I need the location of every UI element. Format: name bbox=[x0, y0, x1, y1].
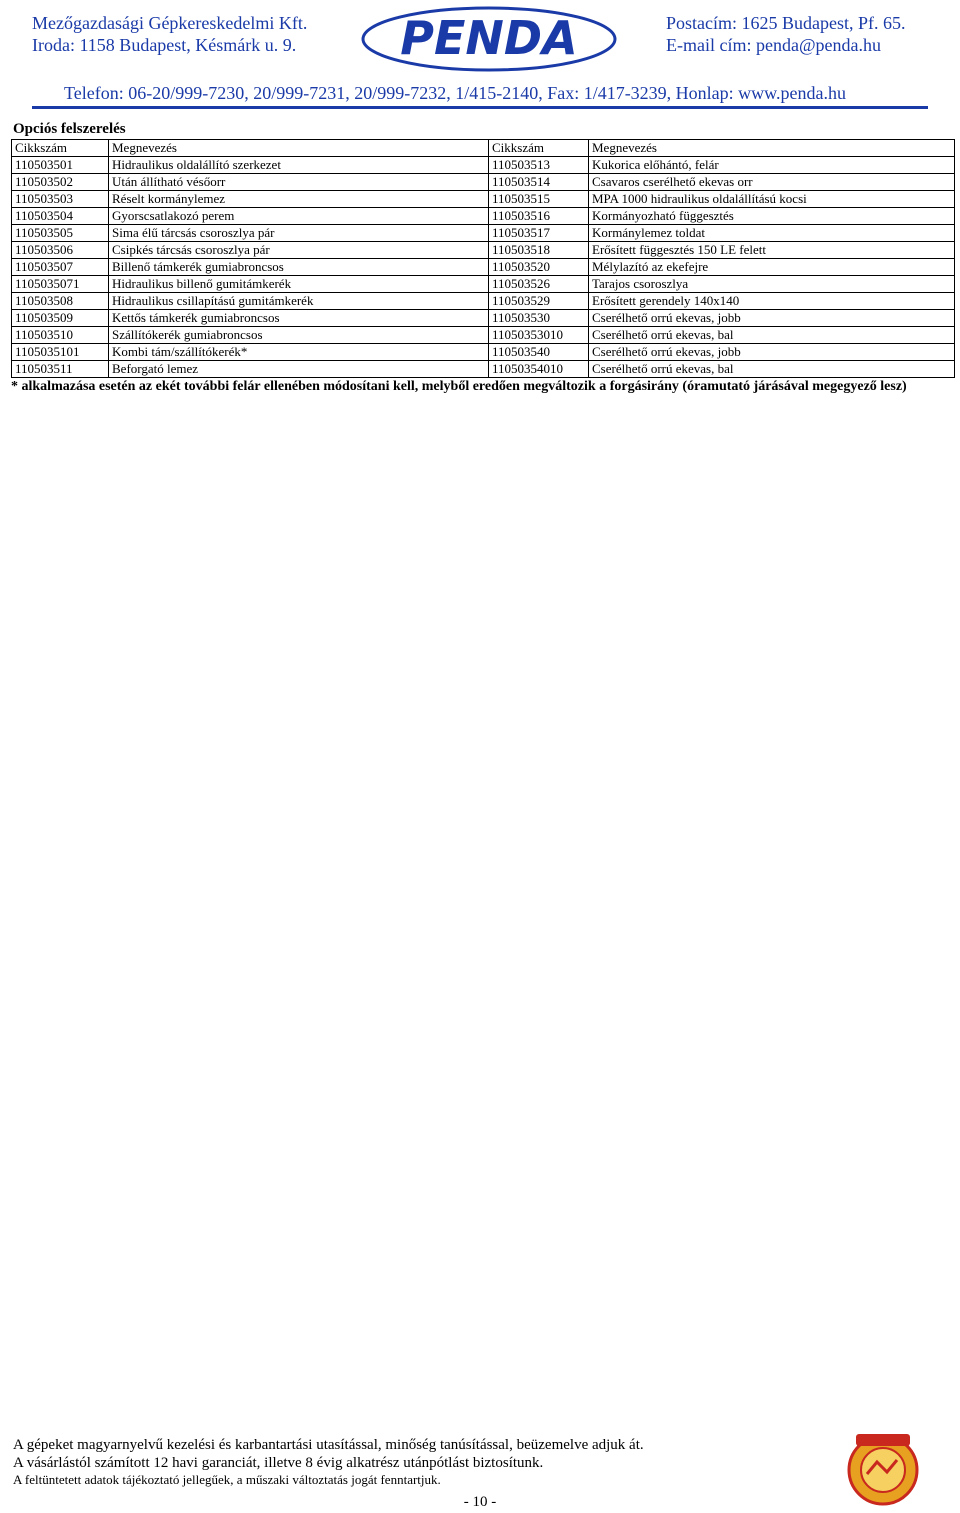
item-name-cell: Kombi tám/szállítókerék* bbox=[109, 344, 489, 361]
table-row bbox=[12, 259, 955, 276]
item-number-cell: 110503526 bbox=[489, 276, 589, 293]
item-number-cell: 110503517 bbox=[489, 225, 589, 242]
penda-logo bbox=[360, 4, 618, 74]
company-name: Mezőgazdasági Gépkereskedelmi Kft. bbox=[32, 13, 308, 33]
item-number-cell: 110503505 bbox=[12, 225, 109, 242]
item-name-cell: Kettős támkerék gumiabroncsos bbox=[109, 310, 489, 327]
page-number: - 10 - bbox=[463, 1494, 497, 1510]
header-cell: Megnevezés bbox=[109, 140, 489, 157]
table-row bbox=[12, 225, 955, 242]
postal-address: Postacím: 1625 Budapest, Pf. 65. bbox=[666, 13, 906, 33]
item-number-cell: 110503501 bbox=[12, 157, 109, 174]
item-number-cell: 110503507 bbox=[12, 259, 109, 276]
item-number-cell: 110503502 bbox=[12, 174, 109, 191]
item-name-cell: Kormánylemez toldat bbox=[589, 225, 955, 242]
item-number-cell: 110503515 bbox=[489, 191, 589, 208]
item-name-cell: Csavaros cserélhető ekevas orr bbox=[589, 174, 955, 191]
footer-line-1: A gépeket magyarnyelvű kezelési és karbantartási utasítással, minőség tanúsítással, beüzemelve adjuk át. bbox=[13, 1437, 644, 1453]
header-left bbox=[32, 12, 307, 56]
contact-line: Telefon: 06-20/999-7230, 20/999-7231, 20/999-7232, 1/415-2140, Fax: 1/417-3239, Honlap: www.penda.hu bbox=[64, 83, 846, 103]
table-row bbox=[12, 310, 955, 327]
item-number-cell: 110503518 bbox=[489, 242, 589, 259]
item-name-cell: Szállítókerék gumiabroncsos bbox=[109, 327, 489, 344]
item-number-cell: 110503516 bbox=[489, 208, 589, 225]
item-number-cell: 110503529 bbox=[489, 293, 589, 310]
table-row bbox=[12, 276, 955, 293]
item-name-cell: Hidraulikus oldalállító szerkezet bbox=[109, 157, 489, 174]
item-name-cell: Billenő támkerék gumiabroncsos bbox=[109, 259, 489, 276]
item-name-cell: Cserélhető orrú ekevas, jobb bbox=[589, 310, 955, 327]
item-number-cell: 11050353010 bbox=[489, 327, 589, 344]
footer bbox=[13, 1436, 833, 1488]
header-right bbox=[666, 12, 906, 56]
table-row bbox=[12, 157, 955, 174]
table-header-row bbox=[12, 140, 955, 157]
item-number-cell: 1105035071 bbox=[12, 276, 109, 293]
item-name-cell: Sima élű tárcsás csoroszlya pár bbox=[109, 225, 489, 242]
header-cell: Cikkszám bbox=[489, 140, 589, 157]
item-number-cell: 110503510 bbox=[12, 327, 109, 344]
item-name-cell: Cserélhető orrú ekevas, bal bbox=[589, 361, 955, 378]
item-number-cell: 110503514 bbox=[489, 174, 589, 191]
item-name-cell: Után állítható vésőorr bbox=[109, 174, 489, 191]
item-number-cell: 1105035101 bbox=[12, 344, 109, 361]
item-number-cell: 110503540 bbox=[489, 344, 589, 361]
item-number-cell: 110503509 bbox=[12, 310, 109, 327]
table-row bbox=[12, 242, 955, 259]
logo-text: PENDA bbox=[400, 11, 578, 65]
section-title: Opciós felszerelés bbox=[13, 121, 126, 137]
item-number-cell: 110503530 bbox=[489, 310, 589, 327]
item-name-cell: Csipkés tárcsás csoroszlya pár bbox=[109, 242, 489, 259]
item-name-cell: Hidraulikus csillapítású gumitámkerék bbox=[109, 293, 489, 310]
item-name-cell: Cserélhető orrú ekevas, jobb bbox=[589, 344, 955, 361]
table-row bbox=[12, 191, 955, 208]
item-number-cell: 110503520 bbox=[489, 259, 589, 276]
item-name-cell: Réselt kormánylemez bbox=[109, 191, 489, 208]
penda-logo-graphic bbox=[360, 4, 618, 74]
email-address: E-mail cím: penda@penda.hu bbox=[666, 35, 882, 55]
header-divider bbox=[32, 106, 928, 109]
item-number-cell: 110503504 bbox=[12, 208, 109, 225]
options-table bbox=[11, 139, 955, 378]
item-name-cell: Erősített gerendely 140x140 bbox=[589, 293, 955, 310]
item-name-cell: Gyorscsatlakozó perem bbox=[109, 208, 489, 225]
header-cell: Megnevezés bbox=[589, 140, 955, 157]
footnote: * alkalmazása esetén az ekét további felár ellenében módosítani kell, melyből eredően megváltozik a forgásirány (óramutató járásával megegyező lesz) bbox=[11, 379, 907, 394]
item-number-cell: 110503511 bbox=[12, 361, 109, 378]
header-cell: Cikkszám bbox=[12, 140, 109, 157]
item-name-cell: MPA 1000 hidraulikus oldalállítású kocsi bbox=[589, 191, 955, 208]
table-row bbox=[12, 344, 955, 361]
item-number-cell: 110503503 bbox=[12, 191, 109, 208]
item-name-cell: Beforgató lemez bbox=[109, 361, 489, 378]
item-number-cell: 11050354010 bbox=[489, 361, 589, 378]
footer-line-2: A vásárlástól számított 12 havi garanciát, illetve 8 évig alkatrész utánpótlást biztosítunk. bbox=[13, 1455, 544, 1471]
item-number-cell: 110503506 bbox=[12, 242, 109, 259]
table-row bbox=[12, 208, 955, 225]
item-number-cell: 110503508 bbox=[12, 293, 109, 310]
table-row bbox=[12, 293, 955, 310]
item-name-cell: Mélylazító az ekefejre bbox=[589, 259, 955, 276]
footer-line-3: A feltüntetett adatok tájékoztató jellegűek, a műszaki változtatás jogát fenntartjuk. bbox=[13, 1472, 441, 1487]
item-name-cell: Erősített függesztés 150 LE felett bbox=[589, 242, 955, 259]
table-row bbox=[12, 174, 955, 191]
item-name-cell: Tarajos csoroszlya bbox=[589, 276, 955, 293]
item-name-cell: Cserélhető orrú ekevas, bal bbox=[589, 327, 955, 344]
item-name-cell: Kukorica előhántó, felár bbox=[589, 157, 955, 174]
table-row bbox=[12, 327, 955, 344]
table-row bbox=[12, 361, 955, 378]
item-name-cell: Kormányozható függesztés bbox=[589, 208, 955, 225]
item-number-cell: 110503513 bbox=[489, 157, 589, 174]
office-address: Iroda: 1158 Budapest, Késmárk u. 9. bbox=[32, 35, 297, 55]
item-name-cell: Hidraulikus billenő gumitámkerék bbox=[109, 276, 489, 293]
